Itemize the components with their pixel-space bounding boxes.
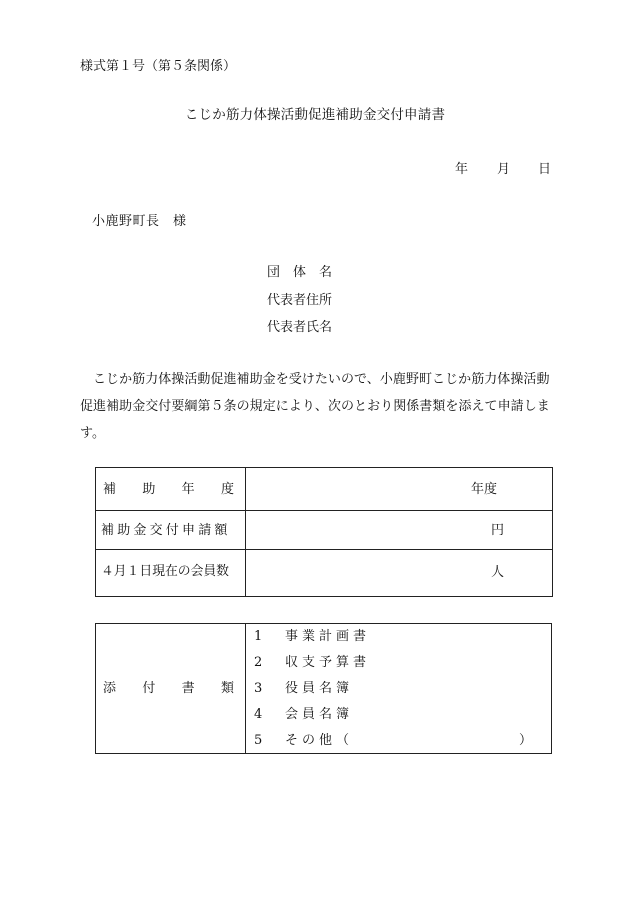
org-name-label: 団 体 名 [267,265,333,280]
attachment-item: その他（ [285,733,354,748]
attachment-number: 2 [254,655,263,670]
subsidy-year-unit: 年度 [471,482,498,497]
document-title: こじか筋力体操活動促進補助金交付申請書 [184,107,446,123]
addressee: 小鹿野町長 様 [92,214,187,229]
rep-name-label: 代表者氏名 [267,320,333,335]
rep-address-label: 代表者住所 [267,293,333,308]
attachment-number: 5 [254,733,263,748]
date-year-label: 年 [455,162,469,177]
attachment-number: 4 [254,707,263,722]
subsidy-amount-unit: 円 [491,523,505,538]
attachments-label [103,682,234,695]
attachment-close-paren: ） [519,733,533,748]
attachment-item: 会員名簿 [285,707,354,722]
member-count-unit: 人 [491,565,505,580]
date-month-label: 月 [497,162,511,177]
attachment-item: 収支予算書 [285,655,371,670]
member-count-label: ４月１日現在の会員数 [101,564,229,579]
attachments-label-text: 添 付 書 類 [103,681,234,696]
date-day-label: 日 [538,162,552,177]
body-paragraph: こじか筋力体操活動促進補助金を受けたいので、小鹿野町こじか筋力体操活動促進補助金交付要綱第５条の規定により、次のとおり関係書類を添えて申請します。 [80,372,550,441]
attachment-number: 1 [254,629,263,644]
subsidy-amount-label: 補助金交付申請額 [101,523,231,538]
row-subsidy-year-label [103,483,234,496]
attachment-number: 3 [254,681,263,696]
attachment-item: 事業計画書 [285,629,371,644]
form-number: 様式第１号（第５条関係） [80,59,237,74]
subsidy-year-label: 補 助 年 度 [103,482,234,497]
attachment-item: 役員名簿 [285,681,354,696]
